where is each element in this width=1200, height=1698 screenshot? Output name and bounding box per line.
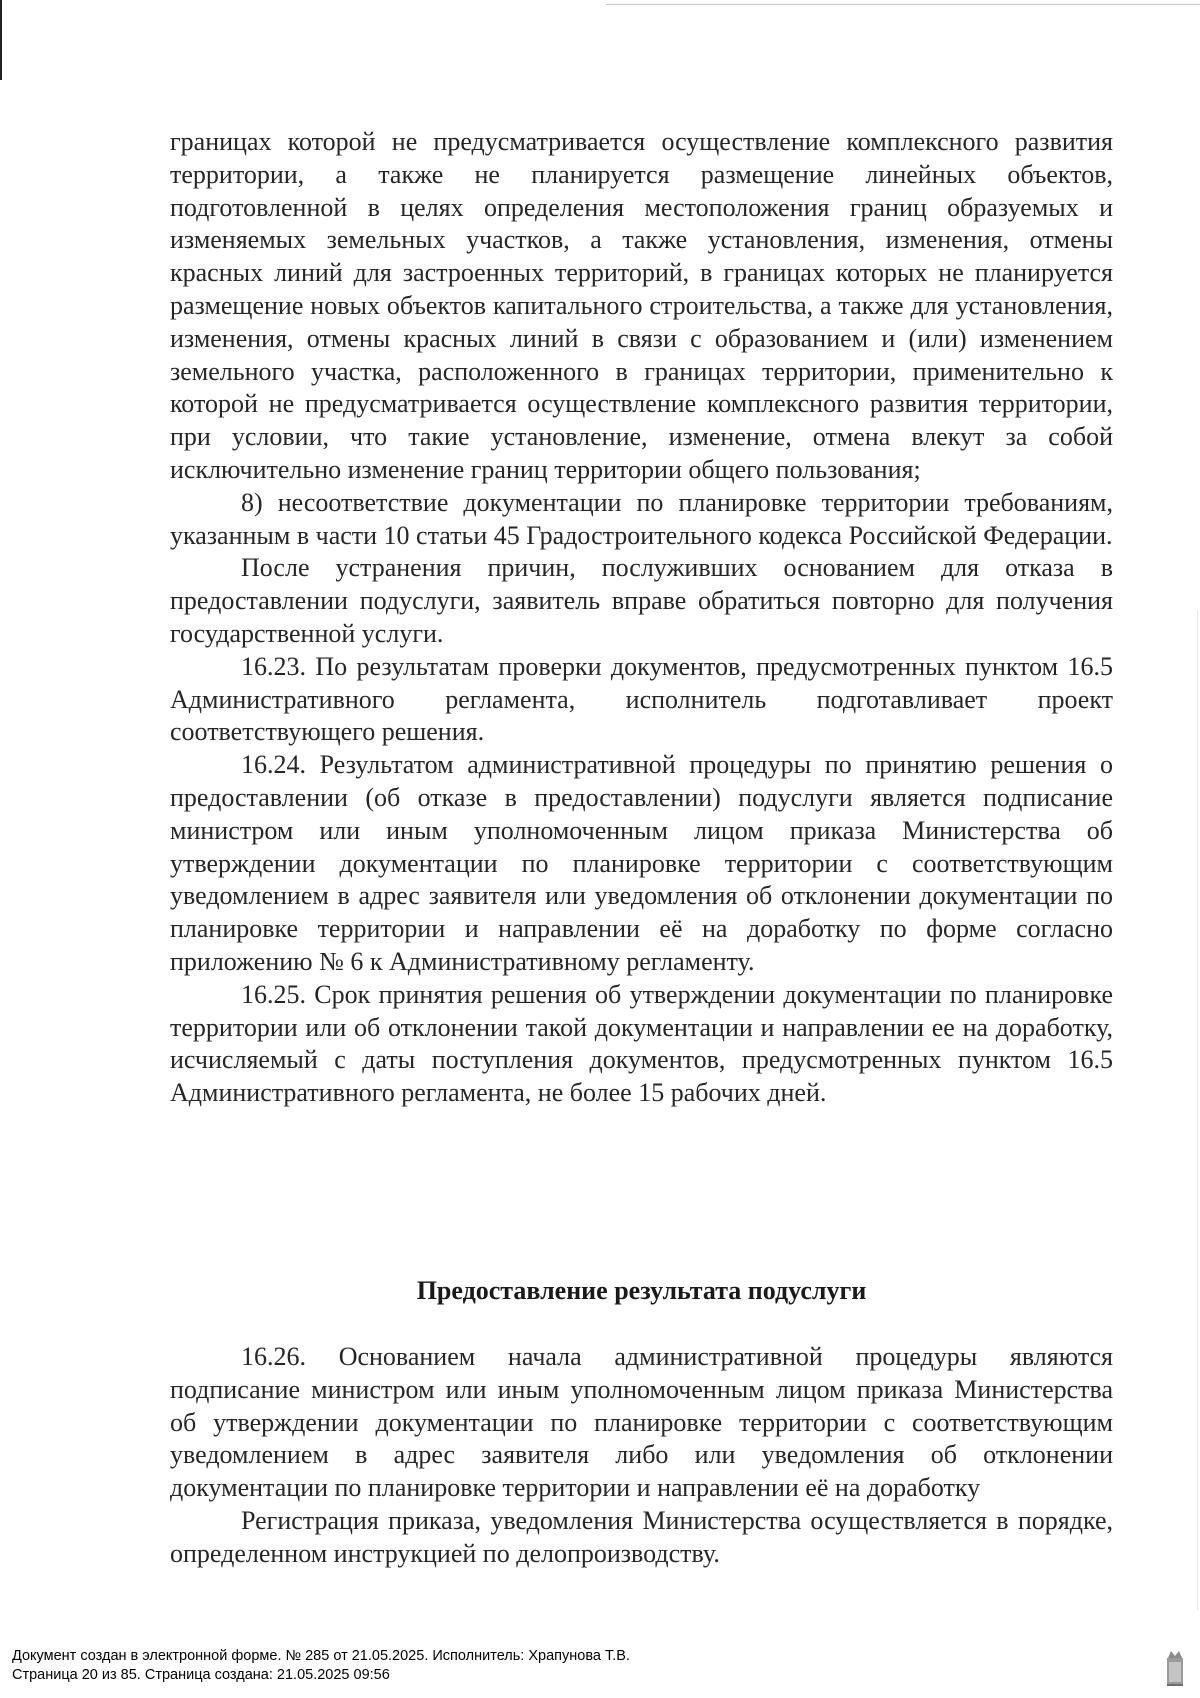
paragraph-registration: Регистрация приказа, уведомления Министерства осуществляется в порядке, определенном инструкцией по делопроизводству. [170,1505,1113,1568]
scan-top-rule [606,4,1200,5]
paragraph-16-23: 16.23. По результатам проверки документов, предусмотренных пунктом 16.5 Административного регламента, исполнитель подготавливает проект соответствующего решения. [170,651,1113,747]
footer-document-info: Документ создан в электронной форме. № 285 от 21.05.2025. Исполнитель: Храпунова Т.В. [12,1648,630,1664]
footer-page-info: Страница 20 из 85. Страница создана: 21.05.2025 09:56 [12,1667,390,1683]
paragraph-16-24: 16.24. Результатом административной процедуры по принятию решения о предоставлении (об отказе в предоставлении) подуслуги является подписание министром или иным уполномоченным лицом приказа Министерства об утверждении документации по планировке территории с соответствующим уведомлением в адрес заявителя или уведомления об отклонении документации по планировке территории и направлении её на доработку по форме согласно приложению № 6 к Административному регламенту. [170,750,1113,976]
section-heading: Предоставление результата подуслуги [416,1276,867,1305]
stamp-icon [1164,1648,1186,1688]
paragraph-16-26: 16.26. Основанием начала административной процедуры являются подписание министром или иным уполномоченным лицом приказа Министерства об утверждении документации по планировке территории с соответствующим уведомлением в адрес заявителя либо или уведомления об отклонении документации по планировке территории и направлении её на доработку [170,1342,1113,1503]
document-body-section [170,1341,1113,1571]
paragraph-continuation: границах которой не предусматривается осуществление комплексного развития территории, а также не планируется размещение линейных объектов, подготовленной в целях определения местоположения границ образуемых и изменяемых земельных участков, а также установления, изменения, отмены красных линий для застроенных территорий, в границах которых не планируется размещение новых объектов капитального строительства, а также для установления, изменения, отмены красных линий в связи с образованием и (или) изменением земельного участка, расположенного в границах территории, применительно к которой не предусматривается осуществление комплексного развития территории, при условии, что такие установление, изменение, отмена влекут за собой исключительно изменение границ территории общего пользования; [170,127,1113,484]
paragraph-item-8: 8) несоответствие документации по планировке территории требованиям, указанным в части 10 статьи 45 Градостроительного кодекса Российской Федерации. [170,487,1113,550]
document-body [170,126,1113,1110]
scan-right-edge [1197,610,1198,1610]
scan-edge-line [0,0,2,80]
paragraph-16-25: 16.25. Срок принятия решения об утверждении документации по планировке территории или об отклонении такой документации и направлении ее на доработку, исчисляемый с даты поступления документов, предусмотренных пунктом 16.5 Административного регламента, не более 15 рабочих дней. [170,979,1113,1108]
paragraph-after-elimination: После устранения причин, послуживших основанием для отказа в предоставлении подуслуги, заявитель вправе обратиться повторно для получения государственной услуги. [170,553,1113,648]
